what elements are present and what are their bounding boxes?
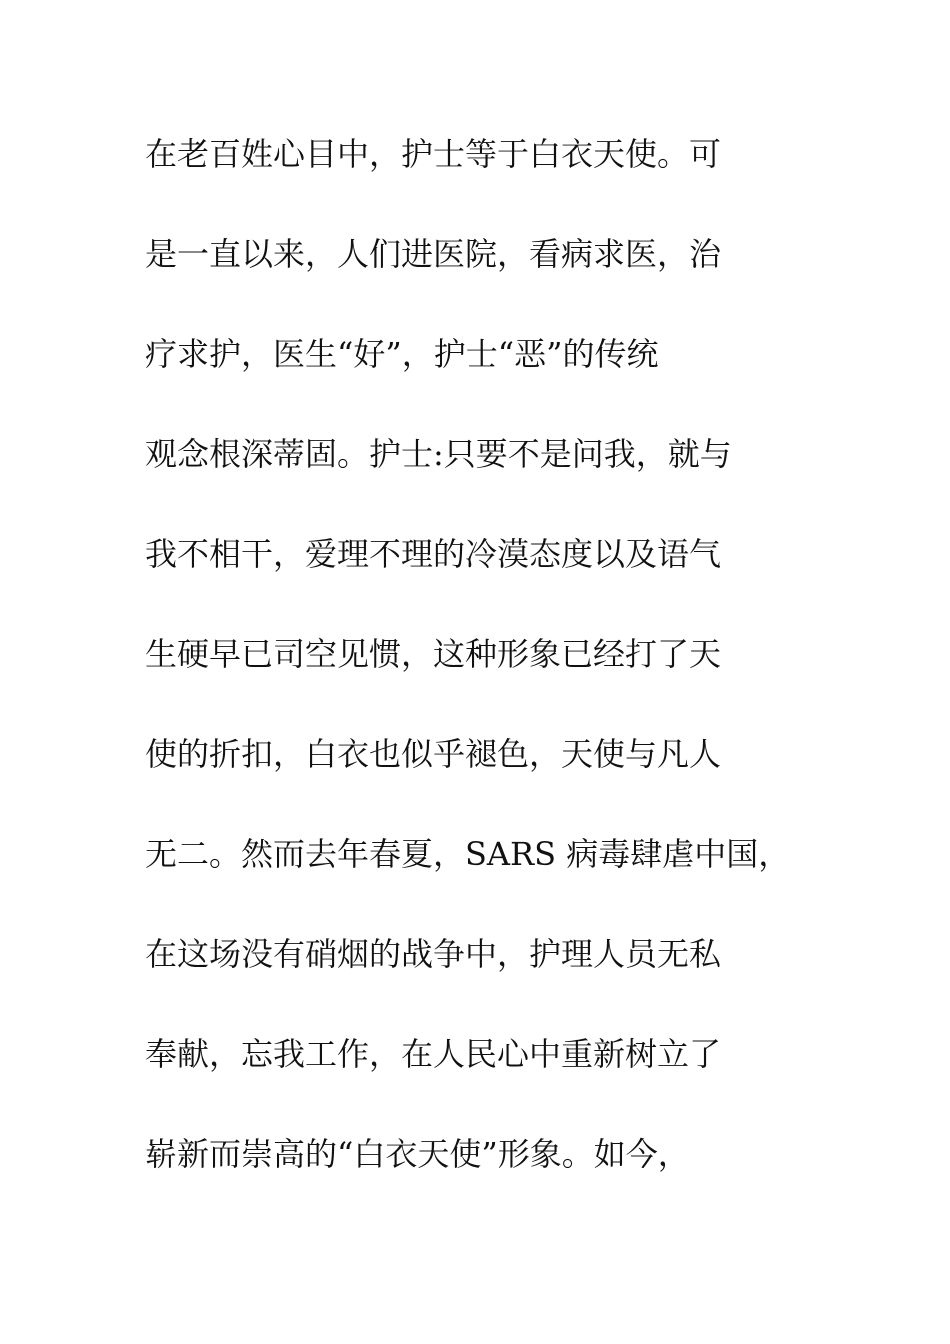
text-line: 使的折扣，白衣也似乎褪色，天使与凡人: [145, 735, 722, 773]
body-text: [145, 128, 825, 1228]
text-line: 我不相干，爱理不理的冷漠态度以及语气: [145, 535, 722, 573]
text-line: 在老百姓心目中，护士等于白衣天使。可: [145, 135, 722, 173]
text-line: 观念根深蒂固。护士:只要不是问我，就与: [145, 435, 732, 473]
text-line: 生硬早已司空见惯，这种形象已经打了天: [145, 635, 722, 673]
text-line: 无二。然而去年春夏，SARS 病毒肆虐中国，: [145, 835, 791, 873]
text-line: 崭新而崇高的“白衣天使”形象。如今，: [145, 1135, 690, 1173]
text-line: 在这场没有硝烟的战争中，护理人员无私: [145, 935, 722, 973]
text-line: 是一直以来，人们进医院，看病求医，治: [145, 235, 722, 273]
text-line: 奉献，忘我工作，在人民心中重新树立了: [145, 1035, 722, 1073]
text-line: 疗求护，医生“好”，护士“恶”的传统: [145, 335, 659, 373]
